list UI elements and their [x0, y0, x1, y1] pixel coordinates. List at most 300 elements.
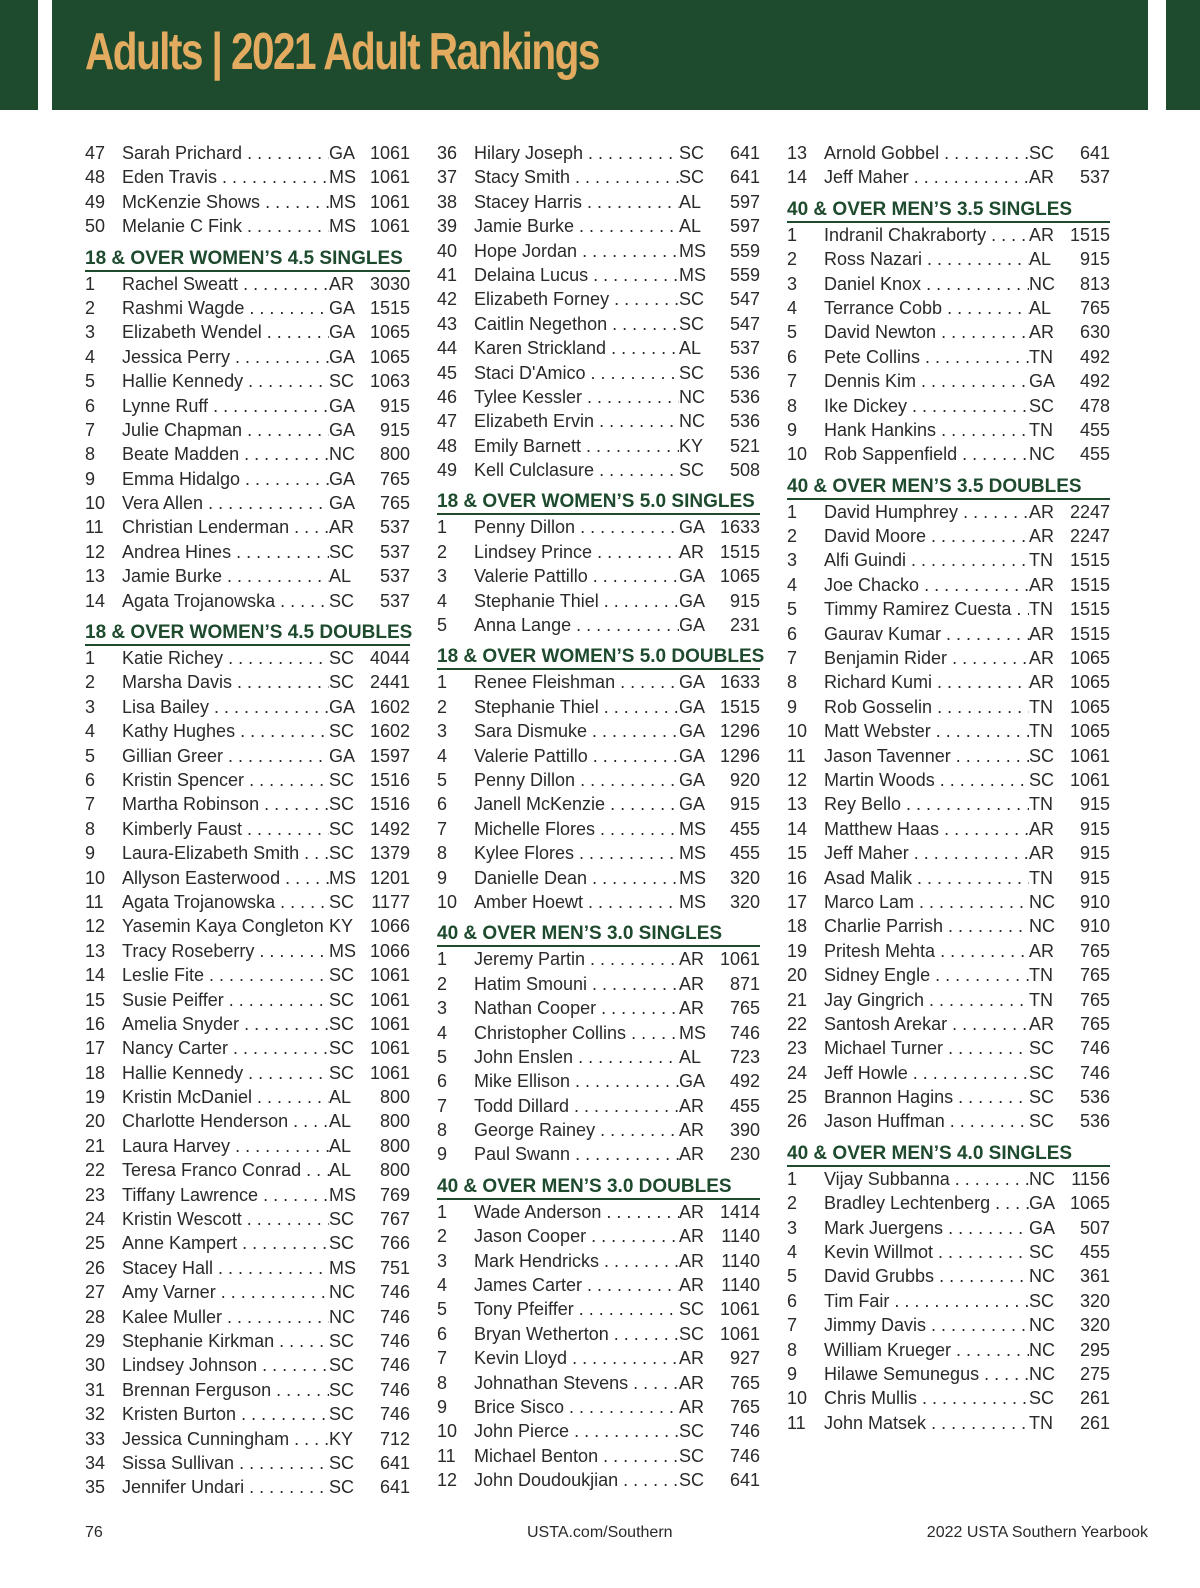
rank-number: 16 — [85, 1013, 106, 1034]
ranking-row — [437, 768, 760, 792]
player-name: Christopher Collins . . . — [474, 1021, 679, 1045]
player-name: John Pierce . . . — [474, 1419, 679, 1443]
ranking-row — [85, 1036, 410, 1060]
player-points: 800 — [379, 1160, 410, 1181]
player-state: AL — [1029, 249, 1052, 270]
player-name: Gillian Greer . . . — [122, 744, 329, 768]
ranking-row — [787, 272, 1110, 296]
player-state: GA — [679, 517, 706, 538]
player-state: NC — [329, 1282, 355, 1303]
player-state: SC — [329, 843, 355, 864]
section-title: 18 & OVER WOMEN’S 4.5 SINGLES — [85, 248, 410, 272]
player-name: Delaina Lucus . . . — [474, 263, 679, 287]
player-state: GA — [679, 1071, 706, 1092]
player-points: 765 — [1079, 965, 1110, 986]
ranking-row — [437, 214, 760, 238]
rank-number: 20 — [787, 965, 808, 986]
player-state: GA — [1029, 371, 1056, 392]
rank-number: 24 — [85, 1209, 106, 1230]
rank-number: 8 — [437, 1120, 448, 1141]
ranking-row — [437, 670, 760, 694]
player-name: John Enslen . . . — [474, 1045, 679, 1069]
player-name: Jessica Perry . . . — [122, 345, 329, 369]
player-name: Hilary Joseph . . . — [474, 141, 679, 165]
ranking-row — [85, 165, 410, 189]
player-state: AR — [1029, 224, 1055, 245]
player-state: SC — [329, 818, 355, 839]
ranking-section — [437, 646, 765, 914]
ranking-row — [787, 524, 1110, 548]
ranking-row — [85, 890, 410, 914]
ranking-row — [437, 165, 760, 189]
player-name: William Krueger . . . — [824, 1338, 1029, 1362]
rank-number: 12 — [437, 1470, 458, 1491]
ranking-row — [85, 418, 410, 442]
rank-number: 1 — [85, 273, 96, 294]
player-state: NC — [1029, 1315, 1055, 1336]
rank-number: 5 — [437, 1046, 448, 1067]
rank-number: 1 — [437, 1201, 448, 1222]
player-name: Wade Anderson . . . — [474, 1200, 679, 1224]
rank-number: 8 — [437, 843, 448, 864]
player-state: GA — [329, 468, 356, 489]
player-name: Renee Fleishman . . . — [474, 670, 679, 694]
ranking-row — [437, 1142, 760, 1166]
player-points: 1515 — [1069, 623, 1110, 644]
ranking-row — [85, 491, 410, 515]
rank-number: 1 — [437, 949, 448, 970]
player-state: AR — [679, 1396, 705, 1417]
player-points: 1061 — [369, 1062, 410, 1083]
player-points: 1061 — [719, 1299, 760, 1320]
player-state: MS — [329, 867, 356, 888]
ranking-row — [85, 345, 410, 369]
player-name: Penny Dillon . . . — [474, 768, 679, 792]
ranking-row — [437, 1094, 760, 1118]
ranking-section — [85, 248, 410, 613]
player-name: Bryan Wetherton . . . — [474, 1322, 679, 1346]
player-points: 765 — [729, 1396, 760, 1417]
ranking-row — [787, 1289, 1110, 1313]
player-state: AR — [1029, 843, 1055, 864]
ranking-row — [85, 1134, 410, 1158]
player-state: SC — [1029, 769, 1055, 790]
section-title: 18 & OVER WOMEN’S 5.0 DOUBLES — [437, 646, 760, 670]
player-state: AR — [679, 1201, 705, 1222]
ranking-row — [85, 1256, 410, 1280]
player-points: 915 — [1079, 794, 1110, 815]
player-state: AL — [1029, 297, 1052, 318]
ranking-row — [85, 963, 410, 987]
rank-number: 6 — [787, 623, 798, 644]
player-points: 1066 — [369, 940, 410, 961]
player-name: Bradley Lechtenberg . . . — [824, 1191, 1029, 1215]
player-name: Melanie C Fink . . . — [122, 214, 329, 238]
rank-number: 14 — [787, 818, 808, 839]
rank-number: 2 — [437, 696, 448, 717]
rank-number: 19 — [787, 940, 808, 961]
player-state: AR — [329, 273, 355, 294]
player-state: AR — [679, 1250, 705, 1271]
player-name: Chris Mullis . . . — [824, 1386, 1029, 1410]
ranking-row — [85, 1231, 410, 1255]
ranking-row — [437, 890, 760, 914]
rank-number: 4 — [787, 574, 798, 595]
player-name: Kylee Flores . . . — [474, 841, 679, 865]
rank-number: 1 — [437, 517, 448, 538]
player-name: Lindsey Johnson . . . — [122, 1353, 329, 1377]
ranking-row — [787, 548, 1110, 572]
player-points: 767 — [379, 1209, 410, 1230]
player-name: Rachel Sweatt . . . — [122, 272, 329, 296]
ranking-row — [85, 841, 410, 865]
player-points: 800 — [379, 1111, 410, 1132]
player-name: Johnathan Stevens . . . — [474, 1371, 679, 1395]
rank-number: 9 — [85, 468, 96, 489]
player-name: Kevin Willmot . . . — [824, 1240, 1029, 1264]
ranking-row — [787, 1109, 1110, 1133]
player-points: 641 — [729, 143, 760, 163]
player-name: Tracy Roseberry . . . — [122, 939, 329, 963]
player-points: 915 — [1079, 249, 1110, 270]
ranking-row — [787, 768, 1110, 792]
rank-number: 14 — [85, 590, 106, 611]
player-points: 723 — [729, 1046, 760, 1067]
rank-number: 6 — [437, 1071, 448, 1092]
player-state: AL — [679, 191, 702, 212]
player-state: SC — [329, 1209, 355, 1230]
rank-number: 2 — [787, 249, 798, 270]
rank-number: 40 — [437, 240, 458, 261]
player-name: Asad Malik . . . — [824, 866, 1029, 890]
ranking-row — [85, 1305, 410, 1329]
player-name: Kristin Spencer . . . — [122, 768, 329, 792]
player-name: Elizabeth Wendel . . . — [122, 320, 329, 344]
rankings-column-1 — [85, 141, 413, 1509]
player-name: Mark Juergens . . . — [824, 1216, 1029, 1240]
player-points: 1602 — [369, 721, 410, 742]
player-state: AL — [329, 1111, 352, 1132]
rank-number: 1 — [85, 648, 96, 669]
rank-number: 44 — [437, 338, 458, 359]
player-points: 766 — [379, 1233, 410, 1254]
player-state: MS — [679, 891, 706, 912]
player-name: Pritesh Mehta . . . — [824, 939, 1029, 963]
player-name: Hallie Kennedy . . . — [122, 369, 329, 393]
player-points: 915 — [379, 419, 410, 440]
player-name: Jeff Howle . . . — [824, 1061, 1029, 1085]
rank-number: 13 — [85, 940, 106, 961]
ranking-row — [85, 320, 410, 344]
player-state: SC — [1029, 1062, 1055, 1083]
player-name: Leslie Fite . . . — [122, 963, 329, 987]
player-name: Terrance Cobb . . . — [824, 296, 1029, 320]
player-points: 765 — [1079, 1013, 1110, 1034]
player-name: Martin Woods . . . — [824, 768, 1029, 792]
ranking-row — [787, 573, 1110, 597]
player-points: 765 — [729, 998, 760, 1019]
player-state: MS — [679, 1022, 706, 1043]
rank-number: 7 — [437, 1095, 448, 1116]
ranking-row — [85, 589, 410, 613]
player-points: 536 — [1079, 1087, 1110, 1108]
player-state: SC — [329, 1452, 355, 1473]
player-name: Rob Sappenfield . . . — [824, 442, 1029, 466]
ranking-row — [85, 1427, 410, 1451]
rank-number: 13 — [85, 566, 106, 587]
rank-number: 6 — [787, 1290, 798, 1311]
player-state: AR — [679, 973, 705, 994]
rank-number: 22 — [85, 1160, 106, 1181]
player-points: 455 — [1079, 1242, 1110, 1263]
player-points: 746 — [1079, 1062, 1110, 1083]
rank-number: 18 — [787, 916, 808, 937]
player-name: Jamie Burke . . . — [122, 564, 329, 588]
footer-publication: 2022 USTA Southern Yearbook — [926, 1524, 1148, 1541]
player-state: KY — [329, 916, 354, 937]
ranking-row — [437, 792, 760, 816]
ranking-row — [787, 223, 1110, 247]
ranking-row — [85, 1207, 410, 1231]
section-title: 40 & OVER MEN’S 3.5 DOUBLES — [787, 476, 1110, 500]
rank-number: 18 — [85, 1062, 106, 1083]
ranking-section — [437, 923, 760, 1167]
player-points: 1201 — [369, 867, 410, 888]
player-name: Tiffany Lawrence . . . — [122, 1183, 329, 1207]
rank-number: 29 — [85, 1330, 106, 1351]
player-points: 1515 — [1069, 224, 1110, 245]
ranking-section — [437, 491, 760, 637]
player-state: SC — [1029, 143, 1055, 163]
rank-number: 26 — [85, 1257, 106, 1278]
player-points: 1065 — [1069, 696, 1110, 717]
player-state: SC — [1029, 745, 1055, 766]
ranking-row — [787, 1191, 1110, 1215]
rank-number: 4 — [787, 1242, 798, 1263]
rank-number: 10 — [437, 891, 458, 912]
rank-number: 45 — [437, 362, 458, 383]
player-state: SC — [329, 891, 355, 912]
rank-number: 3 — [437, 1250, 448, 1271]
rank-number: 37 — [437, 167, 458, 188]
player-points: 1061 — [1069, 769, 1110, 790]
player-points: 641 — [1079, 143, 1110, 163]
player-state: SC — [1029, 1038, 1055, 1059]
player-points: 492 — [729, 1071, 760, 1092]
player-points: 800 — [379, 1135, 410, 1156]
header-band-right — [1166, 0, 1200, 110]
ranking-row — [437, 141, 760, 165]
rank-number: 27 — [85, 1282, 106, 1303]
player-points: 230 — [729, 1144, 760, 1165]
ranking-row — [437, 1224, 760, 1248]
player-state: SC — [679, 289, 705, 310]
player-state: SC — [329, 590, 355, 611]
player-state: SC — [329, 965, 355, 986]
rank-number: 14 — [787, 167, 808, 188]
player-points: 712 — [379, 1428, 410, 1449]
rank-number: 9 — [437, 1396, 448, 1417]
player-name: Julie Chapman . . . — [122, 418, 329, 442]
player-name: George Rainey . . . — [474, 1118, 679, 1142]
rank-number: 14 — [85, 965, 106, 986]
player-state: AR — [1029, 574, 1055, 595]
player-points: 746 — [379, 1282, 410, 1303]
ranking-row — [85, 141, 410, 165]
rank-number: 2 — [85, 297, 96, 318]
ranking-row — [85, 1402, 410, 1426]
player-name: Tim Fair . . . — [824, 1289, 1029, 1313]
player-points: 765 — [379, 468, 410, 489]
ranking-row — [787, 1012, 1110, 1036]
ranking-row — [85, 817, 410, 841]
player-name: Michael Benton . . . — [474, 1444, 679, 1468]
ranking-row — [85, 768, 410, 792]
rank-number: 5 — [787, 1266, 798, 1287]
player-name: David Humphrey . . . — [824, 500, 1029, 524]
ranking-row — [787, 841, 1110, 865]
player-points: 1515 — [1069, 574, 1110, 595]
player-points: 597 — [729, 216, 760, 237]
player-name: Staci D'Amico . . . — [474, 361, 679, 385]
player-points: 547 — [729, 313, 760, 334]
rank-number: 26 — [787, 1111, 808, 1132]
rankings-column-3 — [787, 141, 1110, 1444]
ranking-row — [787, 1085, 1110, 1109]
ranking-row — [437, 719, 760, 743]
rank-number: 13 — [787, 143, 808, 163]
player-points: 1065 — [719, 566, 760, 587]
player-points: 1492 — [369, 818, 410, 839]
player-name: Nathan Cooper . . . — [474, 996, 679, 1020]
player-name: McKenzie Shows . . . — [122, 190, 329, 214]
rank-number: 35 — [85, 1477, 106, 1498]
player-state: AR — [679, 1372, 705, 1393]
player-state: SC — [679, 460, 705, 481]
player-name: Hatim Smouni . . . — [474, 972, 679, 996]
rank-number: 41 — [437, 264, 458, 285]
ranking-row — [787, 442, 1110, 466]
rank-number: 8 — [85, 818, 96, 839]
player-state: NC — [1029, 916, 1055, 937]
player-name: Susie Peiffer . . . — [122, 988, 329, 1012]
player-points: 1177 — [371, 891, 410, 912]
player-points: 765 — [1079, 989, 1110, 1010]
player-name: John Doudoukjian . . . — [474, 1468, 679, 1492]
rank-number: 17 — [85, 1038, 106, 1059]
player-points: 261 — [1079, 1412, 1110, 1433]
rank-number: 4 — [437, 1275, 448, 1296]
player-state: KY — [329, 1428, 354, 1449]
player-points: 1065 — [369, 346, 410, 367]
player-points: 1061 — [369, 989, 410, 1010]
player-points: 1140 — [721, 1275, 760, 1296]
rank-number: 3 — [787, 550, 798, 571]
ranking-row — [787, 369, 1110, 393]
player-state: AL — [329, 566, 352, 587]
rank-number: 25 — [85, 1233, 106, 1254]
rank-number: 3 — [437, 721, 448, 742]
player-name: Gaurav Kumar . . . — [824, 622, 1029, 646]
player-points: 1140 — [721, 1226, 760, 1247]
player-points: 536 — [729, 386, 760, 407]
ranking-row — [787, 345, 1110, 369]
player-state: MS — [679, 264, 706, 285]
player-state: TN — [1029, 599, 1053, 620]
rank-number: 1 — [787, 501, 798, 522]
rank-number: 12 — [85, 541, 106, 562]
player-state: NC — [679, 386, 705, 407]
ranking-row — [787, 1362, 1110, 1386]
rank-number: 47 — [437, 411, 458, 432]
ranking-row — [85, 190, 410, 214]
player-state: MS — [329, 1257, 356, 1278]
ranking-row — [437, 190, 760, 214]
player-name: Jimmy Davis . . . — [824, 1313, 1029, 1337]
player-name: Pete Collins . . . — [824, 345, 1029, 369]
player-name: James Carter . . . — [474, 1273, 679, 1297]
rank-number: 38 — [437, 191, 458, 212]
rank-number: 6 — [437, 794, 448, 815]
ranking-row — [437, 1200, 760, 1224]
ranking-row — [787, 988, 1110, 1012]
player-points: 597 — [729, 191, 760, 212]
player-state: AR — [1029, 818, 1055, 839]
player-state: SC — [1029, 1111, 1055, 1132]
player-points: 1140 — [721, 1250, 760, 1271]
ranking-row — [787, 1338, 1110, 1362]
player-name: Katie Richey . . . — [122, 646, 329, 670]
rank-number: 2 — [787, 1193, 798, 1214]
rank-number: 42 — [437, 289, 458, 310]
ranking-row — [85, 695, 410, 719]
player-state: SC — [329, 769, 355, 790]
player-state: TN — [1029, 696, 1053, 717]
player-name: Arnold Gobbel . . . — [824, 141, 1029, 165]
ranking-row — [437, 695, 760, 719]
player-name: Emma Hidalgo . . . — [122, 467, 329, 491]
player-points: 547 — [729, 289, 760, 310]
player-name: Vera Allen . . . — [122, 491, 329, 515]
player-points: 492 — [1079, 346, 1110, 367]
rank-number: 7 — [437, 818, 448, 839]
player-name: Amber Hoewt . . . — [474, 890, 679, 914]
player-state: NC — [1029, 273, 1055, 294]
player-name: Charlie Parrish . . . — [824, 914, 1029, 938]
ranking-row — [85, 719, 410, 743]
player-points: 559 — [729, 264, 760, 285]
player-state: AR — [679, 1275, 705, 1296]
rank-number: 9 — [787, 419, 798, 440]
ranking-row — [85, 1378, 410, 1402]
player-name: Kristen Burton . . . — [122, 1402, 329, 1426]
section-title: 18 & OVER WOMEN’S 4.5 DOUBLES — [85, 622, 410, 646]
player-state: AR — [679, 1144, 705, 1165]
player-points: 455 — [1079, 444, 1110, 465]
player-points: 765 — [729, 1372, 760, 1393]
player-name: Michelle Flores . . . — [474, 817, 679, 841]
player-points: 746 — [379, 1379, 410, 1400]
ranking-section — [787, 141, 1110, 190]
player-state: GA — [329, 493, 356, 514]
rank-number: 17 — [787, 891, 808, 912]
ranking-row — [437, 312, 760, 336]
player-state: SC — [329, 541, 355, 562]
player-points: 478 — [1079, 395, 1110, 416]
rank-number: 25 — [787, 1087, 808, 1108]
player-points: 3030 — [369, 273, 410, 294]
ranking-row — [787, 1240, 1110, 1264]
